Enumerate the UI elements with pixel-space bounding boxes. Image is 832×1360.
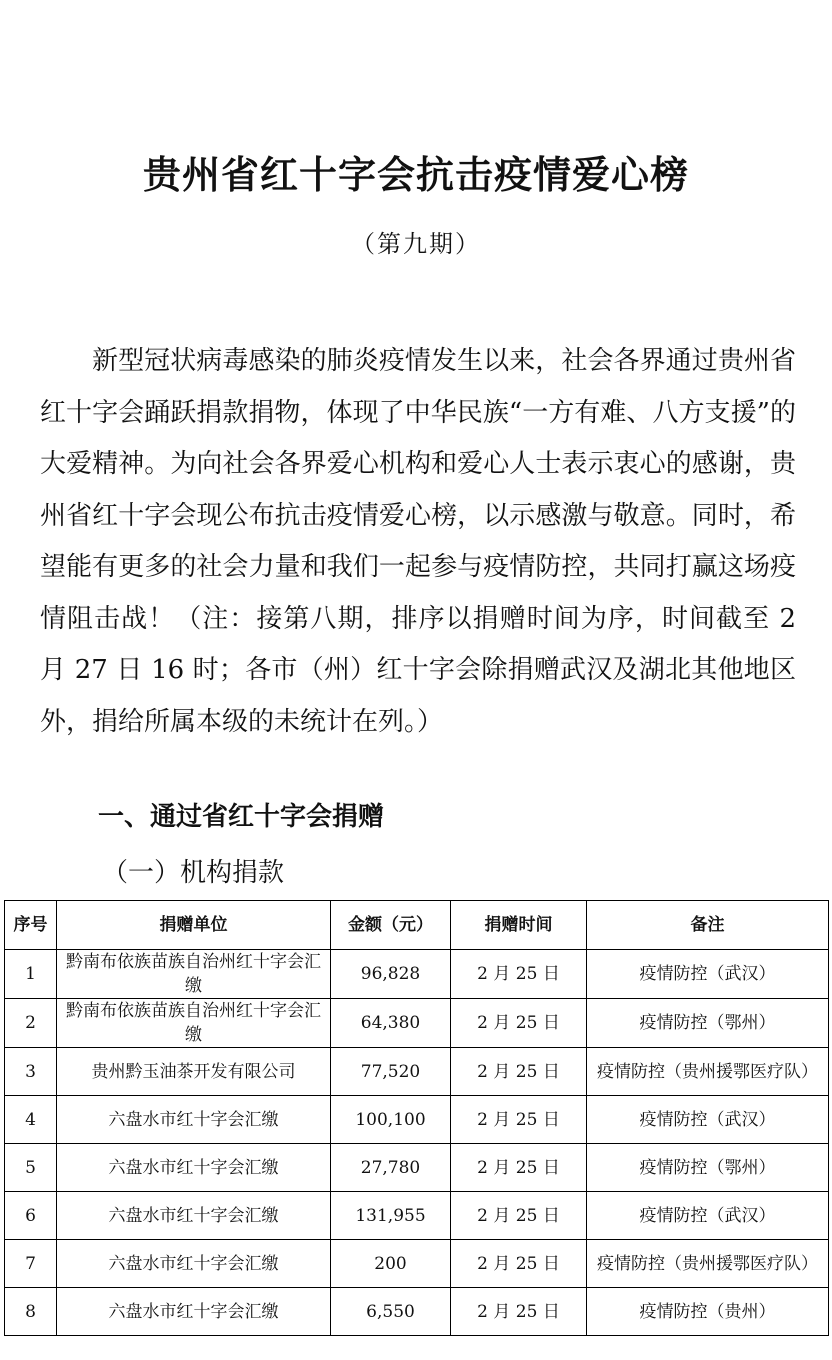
cell-serial: 4 bbox=[5, 1096, 57, 1144]
cell-serial: 3 bbox=[5, 1048, 57, 1096]
cell-donor: 六盘水市红十字会汇缴 bbox=[57, 1240, 331, 1288]
table-row bbox=[5, 1192, 829, 1240]
table-row bbox=[5, 999, 829, 1048]
cell-date: 2 月 25 日 bbox=[451, 1048, 587, 1096]
cell-remark: 疫情防控（贵州援鄂医疗队） bbox=[587, 1240, 829, 1288]
cell-remark: 疫情防控（武汉） bbox=[587, 1192, 829, 1240]
document-title: 贵州省红十字会抗击疫情爱心榜 bbox=[142, 152, 689, 197]
cell-amount: 6,550 bbox=[331, 1288, 451, 1336]
cell-serial: 5 bbox=[5, 1144, 57, 1192]
cell-amount: 96,828 bbox=[331, 950, 451, 999]
cell-donor: 六盘水市红十字会汇缴 bbox=[57, 1144, 331, 1192]
cell-serial: 1 bbox=[5, 950, 57, 999]
cell-donor: 黔南布依族苗族自治州红十字会汇缴 bbox=[57, 950, 331, 999]
document-subtitle: （第九期） bbox=[351, 230, 481, 258]
cell-remark: 疫情防控（贵州援鄂医疗队） bbox=[587, 1048, 829, 1096]
header-date: 捐赠时间 bbox=[451, 901, 587, 950]
cell-donor: 黔南布依族苗族自治州红十字会汇缴 bbox=[57, 999, 331, 1048]
cell-donor: 六盘水市红十字会汇缴 bbox=[57, 1096, 331, 1144]
cell-amount: 77,520 bbox=[331, 1048, 451, 1096]
cell-date: 2 月 25 日 bbox=[451, 950, 587, 999]
cell-amount: 131,955 bbox=[331, 1192, 451, 1240]
cell-serial: 8 bbox=[5, 1288, 57, 1336]
cell-donor: 贵州黔玉油茶开发有限公司 bbox=[57, 1048, 331, 1096]
table-header-row bbox=[5, 901, 829, 950]
section-heading-1-1: （一）机构捐款 bbox=[102, 858, 285, 888]
cell-remark: 疫情防控（武汉） bbox=[587, 950, 829, 999]
cell-remark: 疫情防控（武汉） bbox=[587, 1096, 829, 1144]
cell-remark: 疫情防控（鄂州） bbox=[587, 999, 829, 1048]
cell-amount: 200 bbox=[331, 1240, 451, 1288]
header-remark: 备注 bbox=[587, 901, 829, 950]
cell-remark: 疫情防控（贵州） bbox=[587, 1288, 829, 1336]
table-row bbox=[5, 950, 829, 999]
table-row bbox=[5, 1144, 829, 1192]
cell-amount: 64,380 bbox=[331, 999, 451, 1048]
cell-amount: 27,780 bbox=[331, 1144, 451, 1192]
header-serial: 序号 bbox=[5, 901, 57, 950]
cell-date: 2 月 25 日 bbox=[451, 1192, 587, 1240]
header-amount: 金额（元） bbox=[331, 901, 451, 950]
table-row bbox=[5, 1096, 829, 1144]
donation-table bbox=[4, 900, 829, 1336]
cell-remark: 疫情防控（鄂州） bbox=[587, 1144, 829, 1192]
cell-date: 2 月 25 日 bbox=[451, 999, 587, 1048]
cell-serial: 7 bbox=[5, 1240, 57, 1288]
cell-donor: 六盘水市红十字会汇缴 bbox=[57, 1288, 331, 1336]
cell-donor: 六盘水市红十字会汇缴 bbox=[57, 1192, 331, 1240]
cell-serial: 2 bbox=[5, 999, 57, 1048]
cell-date: 2 月 25 日 bbox=[451, 1096, 587, 1144]
section-heading-1: 一、通过省红十字会捐赠 bbox=[98, 802, 385, 832]
header-donor: 捐赠单位 bbox=[57, 901, 331, 950]
table-row bbox=[5, 1048, 829, 1096]
intro-paragraph: 新型冠状病毒感染的肺炎疫情发生以来，社会各界通过贵州省红十字会踊跃捐款捐物，体现了中华民族“一方有难、八方支援”的大爱精神。为向社会各界爱心机构和爱心人士表示衷心的感谢，贵州省红十字会现公布抗击疫情爱心榜，以示感激与敬意。同时，希望能有更多的社会力量和我们一起参与疫情防控，共同打赢这场疫情阻击战！（注：接第八期，排序以捐赠时间为序，时间截至 2 月 27 日 16 时；各市（州）红十字会除捐赠武汉及湖北其他地区外，捐给所属本级的未统计在列。） bbox=[40, 346, 796, 737]
cell-date: 2 月 25 日 bbox=[451, 1144, 587, 1192]
cell-date: 2 月 25 日 bbox=[451, 1240, 587, 1288]
table-row bbox=[5, 1288, 829, 1336]
cell-serial: 6 bbox=[5, 1192, 57, 1240]
table-row bbox=[5, 1240, 829, 1288]
cell-amount: 100,100 bbox=[331, 1096, 451, 1144]
cell-date: 2 月 25 日 bbox=[451, 1288, 587, 1336]
